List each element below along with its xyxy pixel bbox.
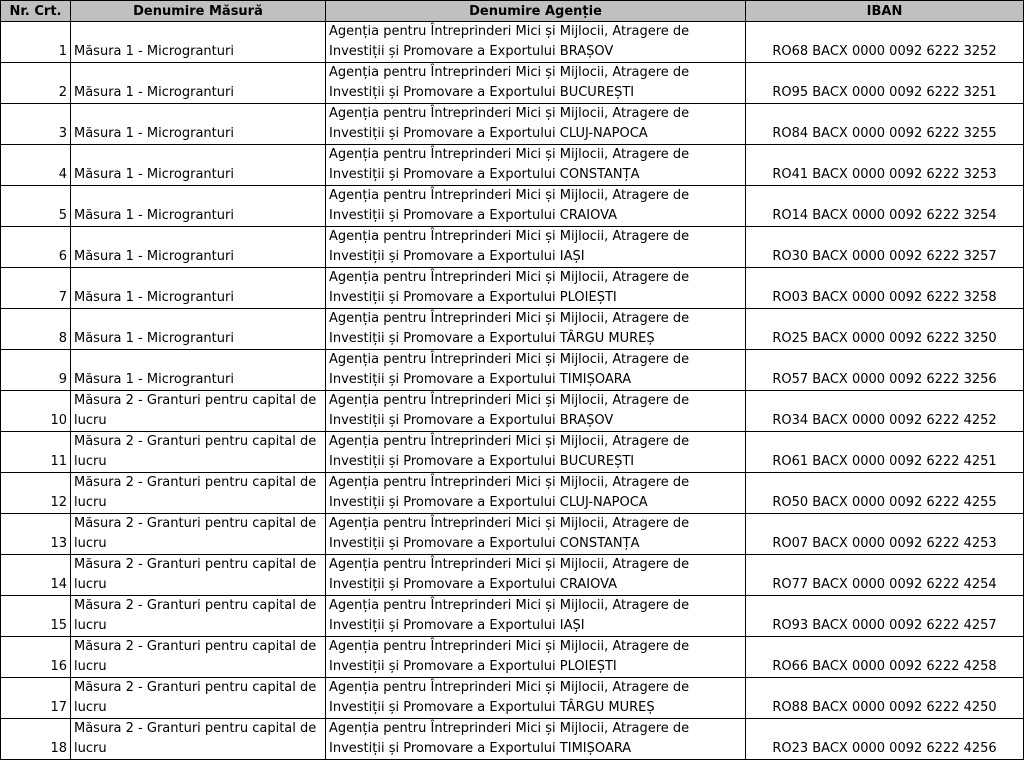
cell-agentie: Agenția pentru Întreprinderi Mici și Mijlocii, Atragere de Investiții și Promovare a Exportului TÂRGU MUREȘ [326, 678, 746, 719]
cell-iban: RO57 BACX 0000 0092 6222 3256 [746, 350, 1024, 391]
cell-masura: Măsura 2 - Granturi pentru capital de lucru [71, 596, 326, 637]
cell-agentie: Agenția pentru Întreprinderi Mici și Mijlocii, Atragere de Investiții și Promovare a Exportului BRAȘOV [326, 22, 746, 63]
table-row [1, 350, 1024, 391]
cell-masura: Măsura 2 - Granturi pentru capital de lucru [71, 678, 326, 719]
cell-masura: Măsura 2 - Granturi pentru capital de lucru [71, 473, 326, 514]
table-row [1, 514, 1024, 555]
cell-agentie: Agenția pentru Întreprinderi Mici și Mijlocii, Atragere de Investiții și Promovare a Exportului BRAȘOV [326, 391, 746, 432]
cell-agentie: Agenția pentru Întreprinderi Mici și Mijlocii, Atragere de Investiții și Promovare a Exportului CRAIOVA [326, 555, 746, 596]
cell-nr: 9 [1, 350, 71, 391]
cell-agentie: Agenția pentru Întreprinderi Mici și Mijlocii, Atragere de Investiții și Promovare a Exportului IAȘI [326, 596, 746, 637]
cell-masura: Măsura 2 - Granturi pentru capital de lucru [71, 637, 326, 678]
cell-agentie: Agenția pentru Întreprinderi Mici și Mijlocii, Atragere de Investiții și Promovare a Exportului IAȘI [326, 227, 746, 268]
table-row [1, 227, 1024, 268]
header-row [1, 1, 1024, 22]
cell-iban: RO61 BACX 0000 0092 6222 4251 [746, 432, 1024, 473]
cell-masura: Măsura 1 - Microgranturi [71, 309, 326, 350]
cell-iban: RO14 BACX 0000 0092 6222 3254 [746, 186, 1024, 227]
header-agentie: Denumire Agenție [326, 1, 746, 22]
cell-nr: 4 [1, 145, 71, 186]
table-row [1, 719, 1024, 760]
cell-masura: Măsura 2 - Granturi pentru capital de lucru [71, 514, 326, 555]
cell-nr: 16 [1, 637, 71, 678]
cell-iban: RO93 BACX 0000 0092 6222 4257 [746, 596, 1024, 637]
cell-masura: Măsura 1 - Microgranturi [71, 268, 326, 309]
cell-iban: RO25 BACX 0000 0092 6222 3250 [746, 309, 1024, 350]
table-row [1, 104, 1024, 145]
cell-iban: RO77 BACX 0000 0092 6222 4254 [746, 555, 1024, 596]
table-row [1, 596, 1024, 637]
cell-iban: RO50 BACX 0000 0092 6222 4255 [746, 473, 1024, 514]
cell-nr: 13 [1, 514, 71, 555]
cell-masura: Măsura 1 - Microgranturi [71, 145, 326, 186]
table-row [1, 309, 1024, 350]
cell-nr: 7 [1, 268, 71, 309]
header-iban: IBAN [746, 1, 1024, 22]
cell-nr: 11 [1, 432, 71, 473]
cell-masura: Măsura 1 - Microgranturi [71, 104, 326, 145]
cell-agentie: Agenția pentru Întreprinderi Mici și Mijlocii, Atragere de Investiții și Promovare a Exportului CONSTANȚA [326, 514, 746, 555]
cell-agentie: Agenția pentru Întreprinderi Mici și Mijlocii, Atragere de Investiții și Promovare a Exportului CLUJ-NAPOCA [326, 473, 746, 514]
cell-nr: 6 [1, 227, 71, 268]
table-row [1, 637, 1024, 678]
cell-nr: 18 [1, 719, 71, 760]
cell-agentie: Agenția pentru Întreprinderi Mici și Mijlocii, Atragere de Investiții și Promovare a Exportului PLOIEȘTI [326, 637, 746, 678]
table-row [1, 186, 1024, 227]
table-row [1, 63, 1024, 104]
cell-iban: RO88 BACX 0000 0092 6222 4250 [746, 678, 1024, 719]
cell-iban: RO03 BACX 0000 0092 6222 3258 [746, 268, 1024, 309]
table-row [1, 268, 1024, 309]
table-row [1, 432, 1024, 473]
cell-nr: 3 [1, 104, 71, 145]
table-row [1, 391, 1024, 432]
cell-masura: Măsura 2 - Granturi pentru capital de lucru [71, 719, 326, 760]
cell-masura: Măsura 1 - Microgranturi [71, 186, 326, 227]
table-body [1, 22, 1024, 760]
table-row [1, 22, 1024, 63]
table-row [1, 473, 1024, 514]
cell-masura: Măsura 1 - Microgranturi [71, 22, 326, 63]
cell-agentie: Agenția pentru Întreprinderi Mici și Mijlocii, Atragere de Investiții și Promovare a Exportului BUCUREȘTI [326, 63, 746, 104]
cell-masura: Măsura 1 - Microgranturi [71, 63, 326, 104]
cell-masura: Măsura 1 - Microgranturi [71, 350, 326, 391]
cell-nr: 12 [1, 473, 71, 514]
cell-iban: RO34 BACX 0000 0092 6222 4252 [746, 391, 1024, 432]
cell-iban: RO41 BACX 0000 0092 6222 3253 [746, 145, 1024, 186]
cell-masura: Măsura 2 - Granturi pentru capital de lucru [71, 391, 326, 432]
cell-nr: 1 [1, 22, 71, 63]
cell-masura: Măsura 2 - Granturi pentru capital de lucru [71, 432, 326, 473]
cell-iban: RO07 BACX 0000 0092 6222 4253 [746, 514, 1024, 555]
cell-agentie: Agenția pentru Întreprinderi Mici și Mijlocii, Atragere de Investiții și Promovare a Exportului TIMIȘOARA [326, 719, 746, 760]
cell-nr: 5 [1, 186, 71, 227]
header-masura: Denumire Măsură [71, 1, 326, 22]
cell-nr: 8 [1, 309, 71, 350]
cell-agentie: Agenția pentru Întreprinderi Mici și Mijlocii, Atragere de Investiții și Promovare a Exportului TÂRGU MUREȘ [326, 309, 746, 350]
cell-nr: 17 [1, 678, 71, 719]
cell-iban: RO23 BACX 0000 0092 6222 4256 [746, 719, 1024, 760]
cell-iban: RO84 BACX 0000 0092 6222 3255 [746, 104, 1024, 145]
cell-agentie: Agenția pentru Întreprinderi Mici și Mijlocii, Atragere de Investiții și Promovare a Exportului BUCUREȘTI [326, 432, 746, 473]
header-nr: Nr. Crt. [1, 1, 71, 22]
cell-iban: RO68 BACX 0000 0092 6222 3252 [746, 22, 1024, 63]
cell-agentie: Agenția pentru Întreprinderi Mici și Mijlocii, Atragere de Investiții și Promovare a Exportului PLOIEȘTI [326, 268, 746, 309]
cell-nr: 14 [1, 555, 71, 596]
cell-iban: RO66 BACX 0000 0092 6222 4258 [746, 637, 1024, 678]
cell-nr: 2 [1, 63, 71, 104]
cell-masura: Măsura 2 - Granturi pentru capital de lucru [71, 555, 326, 596]
cell-nr: 15 [1, 596, 71, 637]
table-row [1, 555, 1024, 596]
table-row [1, 678, 1024, 719]
cell-agentie: Agenția pentru Întreprinderi Mici și Mijlocii, Atragere de Investiții și Promovare a Exportului CRAIOVA [326, 186, 746, 227]
cell-nr: 10 [1, 391, 71, 432]
cell-iban: RO95 BACX 0000 0092 6222 3251 [746, 63, 1024, 104]
cell-masura: Măsura 1 - Microgranturi [71, 227, 326, 268]
cell-agentie: Agenția pentru Întreprinderi Mici și Mijlocii, Atragere de Investiții și Promovare a Exportului CONSTANȚA [326, 145, 746, 186]
cell-agentie: Agenția pentru Întreprinderi Mici și Mijlocii, Atragere de Investiții și Promovare a Exportului TIMIȘOARA [326, 350, 746, 391]
cell-agentie: Agenția pentru Întreprinderi Mici și Mijlocii, Atragere de Investiții și Promovare a Exportului CLUJ-NAPOCA [326, 104, 746, 145]
cell-iban: RO30 BACX 0000 0092 6222 3257 [746, 227, 1024, 268]
table-row [1, 145, 1024, 186]
